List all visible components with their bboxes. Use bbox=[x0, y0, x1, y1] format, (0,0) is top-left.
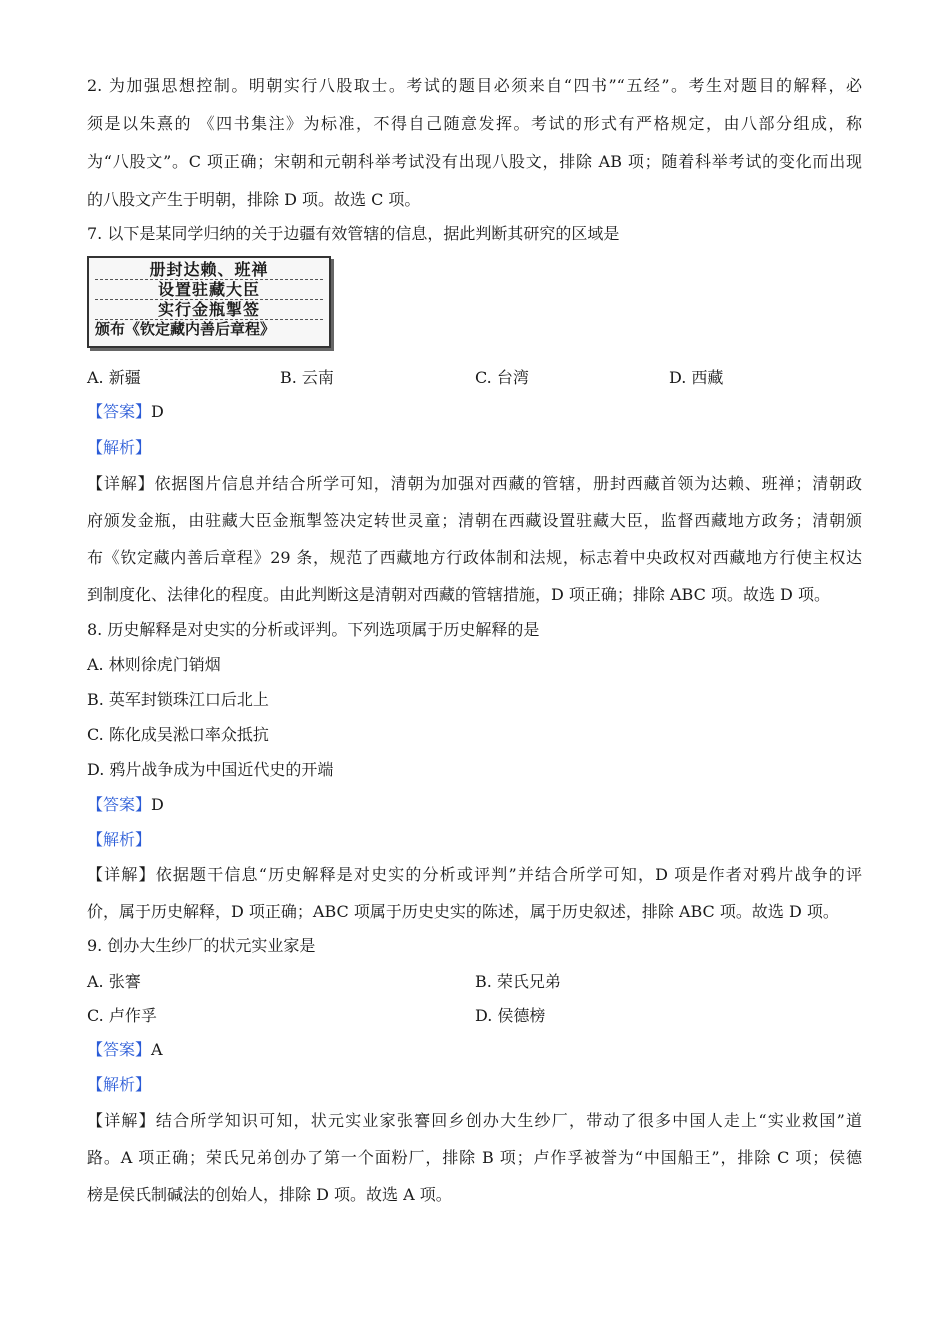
analysis-tag: 【解析】 bbox=[87, 1075, 152, 1094]
q8-option-b: B. 英军封锁珠江口后北上 bbox=[87, 690, 269, 709]
q8-option-a: A. 林则徐虎门销烟 bbox=[87, 655, 221, 674]
detail-text: 依据题干信息“历史解释是对史实的分析或评判”并结合所学可知，D 项是作者对鸦片战争的评 bbox=[155, 865, 862, 884]
q8-question: 8. 历史解释是对史实的分析或评判。下列选项属于历史解释的是 bbox=[87, 620, 540, 639]
q7-card-line-1: 册封达赖、班禅 bbox=[95, 260, 323, 280]
q7-option-a: A. 新疆 bbox=[87, 368, 141, 387]
q9-option-b: B. 荣氏兄弟 bbox=[475, 972, 561, 991]
q9-analysis bbox=[87, 1075, 151, 1095]
q8-detail-line-2: 价，属于历史解释，D 项正确；ABC 项属于历史史实的陈述，属于历史叙述，排除 ABC 项。故选 D 项。 bbox=[87, 902, 839, 921]
q9-option-c: C. 卢作孚 bbox=[87, 1006, 157, 1025]
q7-card-line-2: 设置驻藏大臣 bbox=[95, 280, 323, 300]
q9-detail-line-3: 榜是侯氏制碱法的创始人，排除 D 项。故选 A 项。 bbox=[87, 1185, 452, 1204]
analysis-tag: 【解析】 bbox=[87, 438, 152, 457]
q7-detail-line-3: 布《钦定藏内善后章程》29 条，规范了西藏地方行政体制和法规，标志着中央政权对西藏地方行使主权达 bbox=[87, 548, 862, 567]
detail-tag: 【详解】 bbox=[87, 474, 155, 493]
detail-text: 依据图片信息并结合所学可知，清朝为加强对西藏的管辖，册封西藏首领为达赖、班禅；清朝政 bbox=[154, 474, 862, 493]
answer-value: D bbox=[151, 402, 164, 421]
q2-explain-line-4: 的八股文产生于明朝，排除 D 项。故选 C 项。 bbox=[87, 190, 421, 209]
detail-text: 结合所学知识可知，状元实业家张謇回乡创办大生纱厂，带动了很多中国人走上“实业救国”道 bbox=[155, 1111, 862, 1130]
q9-option-d: D. 侯德榜 bbox=[475, 1006, 546, 1025]
analysis-tag: 【解析】 bbox=[87, 830, 152, 849]
q7-analysis bbox=[87, 438, 151, 458]
q9-answer bbox=[87, 1040, 163, 1060]
q2-explain-line-2: 须是以朱熹的 《四书集注》为标准，不得自己随意发挥。考试的形式有严格规定，由八部分组成，称 bbox=[87, 114, 862, 133]
q7-question: 7. 以下是某同学归纳的关于边疆有效管辖的信息，据此判断其研究的区域是 bbox=[87, 224, 620, 243]
q7-card-line-3: 实行金瓶掣签 bbox=[95, 300, 323, 320]
detail-tag: 【详解】 bbox=[87, 1111, 156, 1130]
detail-tag: 【详解】 bbox=[87, 865, 156, 884]
answer-tag: 【答案】 bbox=[87, 795, 152, 814]
q9-question: 9. 创办大生纱厂的状元实业家是 bbox=[87, 936, 316, 955]
answer-value: D bbox=[151, 795, 164, 814]
q7-info-card bbox=[87, 256, 331, 348]
q8-answer bbox=[87, 795, 164, 815]
q8-option-d: D. 鸦片战争成为中国近代史的开端 bbox=[87, 760, 334, 779]
q7-detail-line-1 bbox=[87, 474, 862, 494]
q8-detail-line-1 bbox=[87, 865, 862, 885]
q2-explain-line-3: 为“八股文”。C 项正确；宋朝和元朝科举考试没有出现八股文，排除 AB 项；随着科举考试的变化而出现 bbox=[87, 152, 862, 171]
q2-explain-line-1: 2. 为加强思想控制。明朝实行八股取士。考试的题目必须来自“四书”“五经”。考生对题目的解释，必 bbox=[87, 76, 862, 95]
q7-detail-line-2: 府颁发金瓶，由驻藏大臣金瓶掣签决定转世灵童；清朝在西藏设置驻藏大臣，监督西藏地方政务；清朝颁 bbox=[87, 511, 862, 530]
q7-option-d: D. 西藏 bbox=[669, 368, 724, 387]
q9-detail-line-1 bbox=[87, 1111, 862, 1131]
q7-option-c: C. 台湾 bbox=[475, 368, 529, 387]
q7-detail-line-4: 到制度化、法律化的程度。由此判断这是清朝对西藏的管辖措施，D 项正确；排除 ABC 项。故选 D 项。 bbox=[87, 585, 830, 604]
answer-tag: 【答案】 bbox=[87, 1040, 152, 1059]
q7-option-b: B. 云南 bbox=[280, 368, 334, 387]
q9-option-a: A. 张謇 bbox=[87, 972, 141, 991]
q7-answer bbox=[87, 402, 164, 422]
q7-card-line-4: 颁布《钦定藏内善后章程》 bbox=[95, 320, 276, 338]
answer-tag: 【答案】 bbox=[87, 402, 152, 421]
q8-option-c: C. 陈化成吴淞口率众抵抗 bbox=[87, 725, 269, 744]
q8-analysis bbox=[87, 830, 151, 850]
answer-value: A bbox=[151, 1040, 163, 1059]
q9-detail-line-2: 路。A 项正确；荣氏兄弟创办了第一个面粉厂，排除 B 项；卢作孚被誉为“中国船王”，排除 C 项；侯德 bbox=[87, 1148, 862, 1167]
